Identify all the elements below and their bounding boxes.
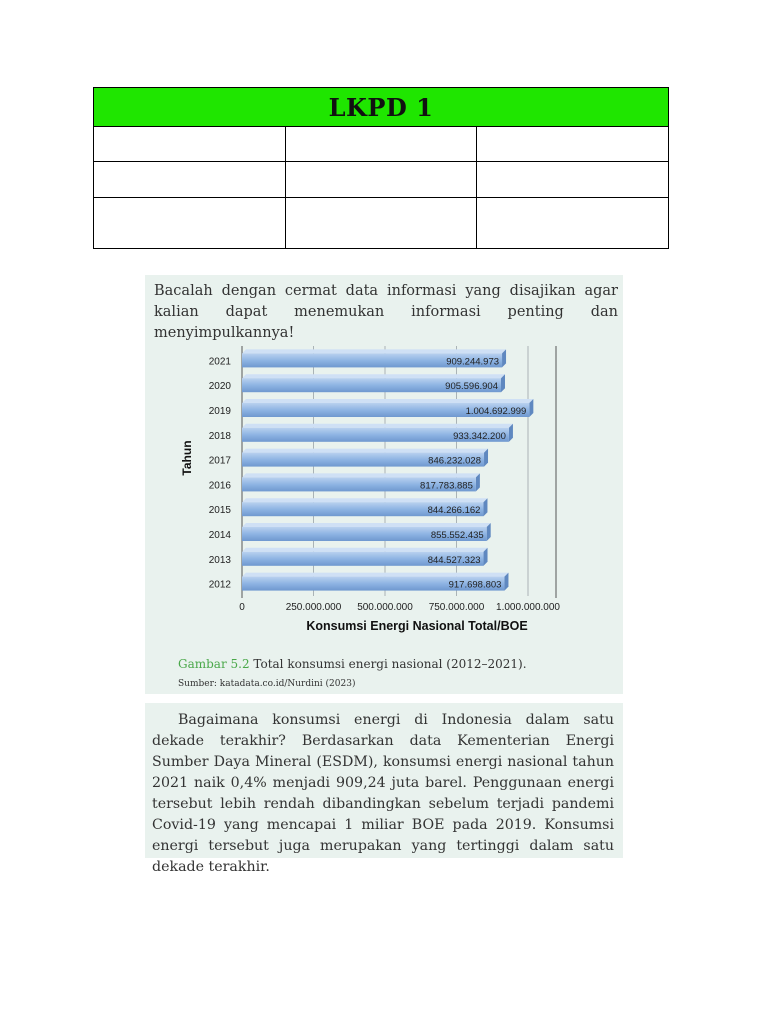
data-label: 846.232.028 [428, 455, 482, 467]
row-label [94, 197, 286, 248]
x-axis-title: Konsumsi Energi Nasional Total/BOE [306, 619, 528, 633]
data-label: 917.698.803 [448, 579, 502, 591]
bar-top-face [242, 399, 533, 403]
row-label [94, 162, 286, 197]
row-value [477, 127, 669, 162]
figure-source: Sumber: katadata.co.id/Nurdini (2023) [178, 679, 356, 689]
y-tick-label: 2013 [208, 554, 231, 566]
bar-top-face [242, 374, 505, 378]
bar-top-face [242, 548, 488, 552]
row-value [477, 162, 669, 197]
data-label: 933.342.200 [453, 430, 506, 442]
bar-top-face [242, 523, 491, 527]
lkpd-table [93, 87, 669, 249]
y-tick-label: 2012 [208, 579, 231, 591]
table-row [94, 197, 669, 248]
y-tick-label: 2019 [208, 406, 231, 417]
lkpd-title: LKPD 1 [94, 88, 669, 127]
data-label: 905.596.904 [445, 381, 499, 393]
row-value [477, 197, 669, 248]
bar-top-face [242, 473, 480, 477]
data-label: 844.266.162 [427, 505, 481, 517]
row-separator [285, 197, 477, 248]
y-tick-label: 2014 [208, 530, 231, 541]
table-row [94, 162, 669, 197]
data-label: 909.244.973 [446, 356, 500, 368]
bar-top-face [242, 349, 506, 353]
y-tick-label: 2020 [208, 381, 231, 393]
y-tick-label: 2016 [208, 480, 231, 492]
x-tick-label: 1.000.000.000 [496, 602, 560, 613]
figure-number: Gambar 5.2 [178, 657, 250, 671]
data-label: 844.527.323 [427, 554, 481, 566]
y-tick-label: 2021 [208, 356, 231, 368]
y-axis-title: Tahun [180, 440, 194, 476]
row-label [94, 127, 286, 162]
figure-caption [178, 657, 527, 671]
data-label: 855.552.435 [430, 530, 484, 541]
x-tick-label: 750.000.000 [428, 602, 485, 613]
x-tick-label: 250.000.000 [285, 602, 342, 613]
bar-top-face [242, 424, 513, 428]
text-panel [145, 703, 623, 875]
bar-top-face [242, 498, 487, 502]
figure-panel [145, 275, 623, 694]
y-tick-label: 2018 [208, 430, 231, 442]
bar-top-face [242, 449, 488, 453]
x-tick-label: 0 [239, 602, 245, 613]
row-separator [285, 162, 477, 197]
data-label: 817.783.885 [420, 480, 473, 492]
body-paragraph: Bagaimana konsumsi energi di Indonesia dalam satu dekade terakhir? Berdasarkan data Kementerian Energi Sumber Daya Mineral (ESDM), konsumsi energi nasional tahun 2021 naik 0,4% menjadi 909,24 juta barel. Penggunaan energi tersebut lebih rendah dibandingkan sebelum terjadi pandemi Covid-19 yang mencapai 1 miliar BOE pada 2019. Konsumsi energi tersebut juga merupakan yang tertinggi dalam satu dekade terakhir. [152, 712, 614, 875]
y-tick-label: 2017 [208, 455, 231, 467]
y-tick-label: 2015 [208, 505, 231, 517]
intro-text: Bacalah dengan cermat data informasi yang disajikan agar kalian dapat menemukan informasi penting dan menyimpulkannya! [154, 283, 618, 341]
bar-top-face [242, 573, 508, 577]
row-separator [285, 127, 477, 162]
figure-caption-text: Total konsumsi energi nasional (2012–2021). [249, 657, 527, 671]
table-row [94, 127, 669, 162]
energy-bar-chart [145, 275, 623, 655]
data-label: 1.004.692.999 [465, 406, 527, 417]
x-tick-label: 500.000.000 [357, 602, 413, 613]
